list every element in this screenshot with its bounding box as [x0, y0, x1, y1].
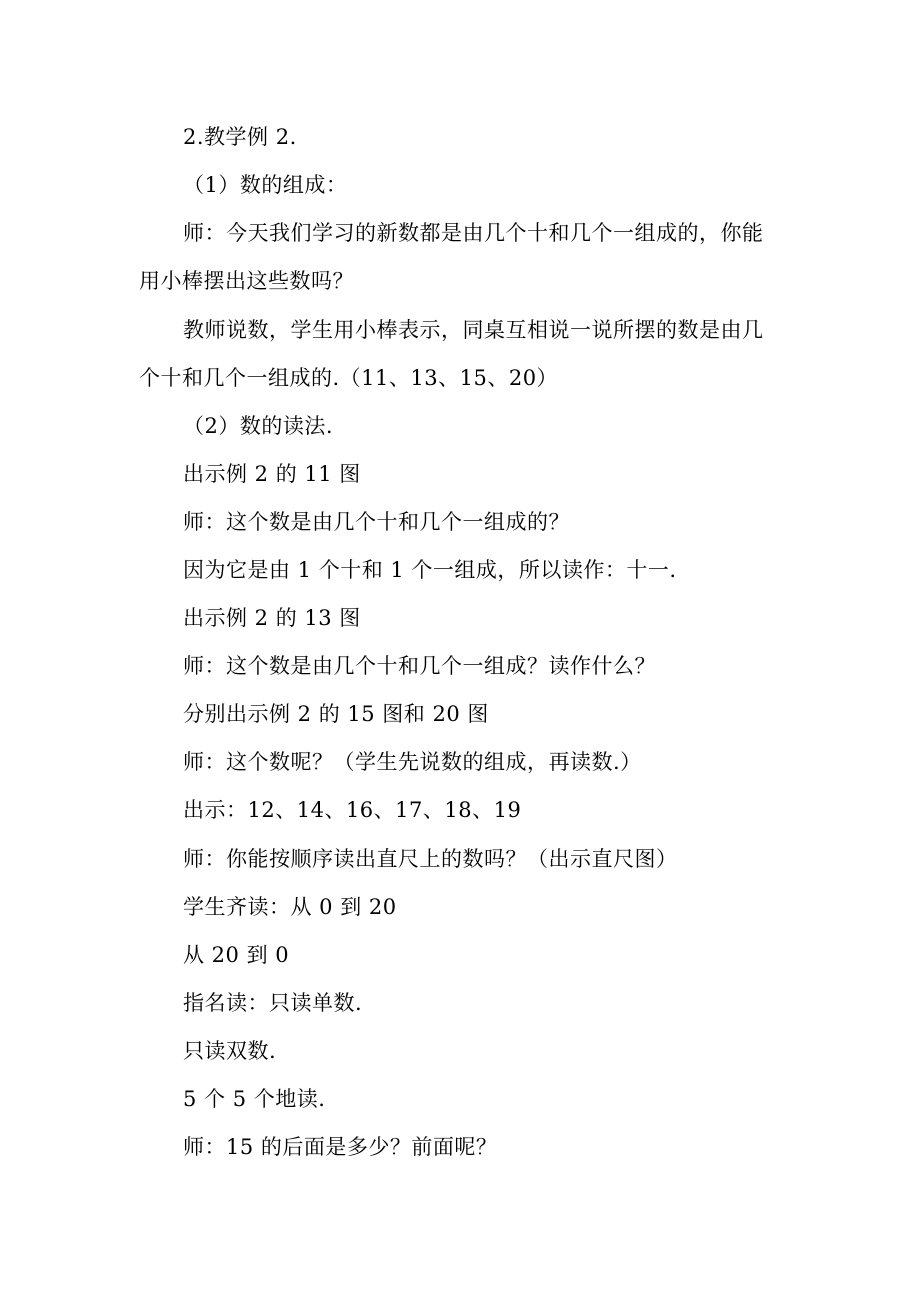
- paragraph-line: 师：你能按顺序读出直尺上的数吗？（出示直尺图）: [183, 847, 678, 871]
- paragraph-line: 只读双数.: [183, 1039, 277, 1063]
- paragraph-line: 因为它是由 1 个十和 1 个一组成，所以读作：十一.: [183, 558, 677, 582]
- paragraph-line: 师：这个数是由几个十和几个一组成的？: [183, 510, 570, 534]
- paragraph-line: 分别出示例 2 的 15 图和 20 图: [183, 702, 489, 726]
- paragraph-line: 出示例 2 的 11 图: [183, 462, 361, 486]
- paragraph-line: 师：这个数呢？（学生先说数的组成，再读数.）: [183, 750, 642, 774]
- paragraph-line: 用小棒摆出这些数吗？: [139, 269, 354, 293]
- subheading-number-composition: （1）数的组成：: [183, 173, 348, 197]
- heading-example-2: 2.教学例 2.: [183, 125, 297, 149]
- paragraph-line: 5 个 5 个地读.: [183, 1087, 326, 1111]
- paragraph-line: 指名读：只读单数.: [183, 991, 363, 1015]
- paragraph-line: 从 20 到 0: [183, 943, 290, 967]
- paragraph-line: 个十和几个一组成的.（11、13、15、20）: [139, 366, 559, 390]
- paragraph-line: 出示：12、14、16、17、18、19: [183, 798, 522, 822]
- paragraph-line: 教师说数，学生用小棒表示，同桌互相说一说所摆的数是由几: [183, 318, 764, 342]
- paragraph-line: 师：这个数是由几个十和几个一组成？读作什么？: [183, 654, 656, 678]
- paragraph-line: 师：今天我们学习的新数都是由几个十和几个一组成的，你能: [183, 221, 764, 245]
- paragraph-line: 师：15 的后面是多少？前面呢？: [183, 1135, 498, 1159]
- paragraph-line: 学生齐读：从 0 到 20: [183, 895, 397, 919]
- subheading-number-reading: （2）数的读法.: [183, 414, 334, 438]
- paragraph-line: 出示例 2 的 13 图: [183, 606, 361, 630]
